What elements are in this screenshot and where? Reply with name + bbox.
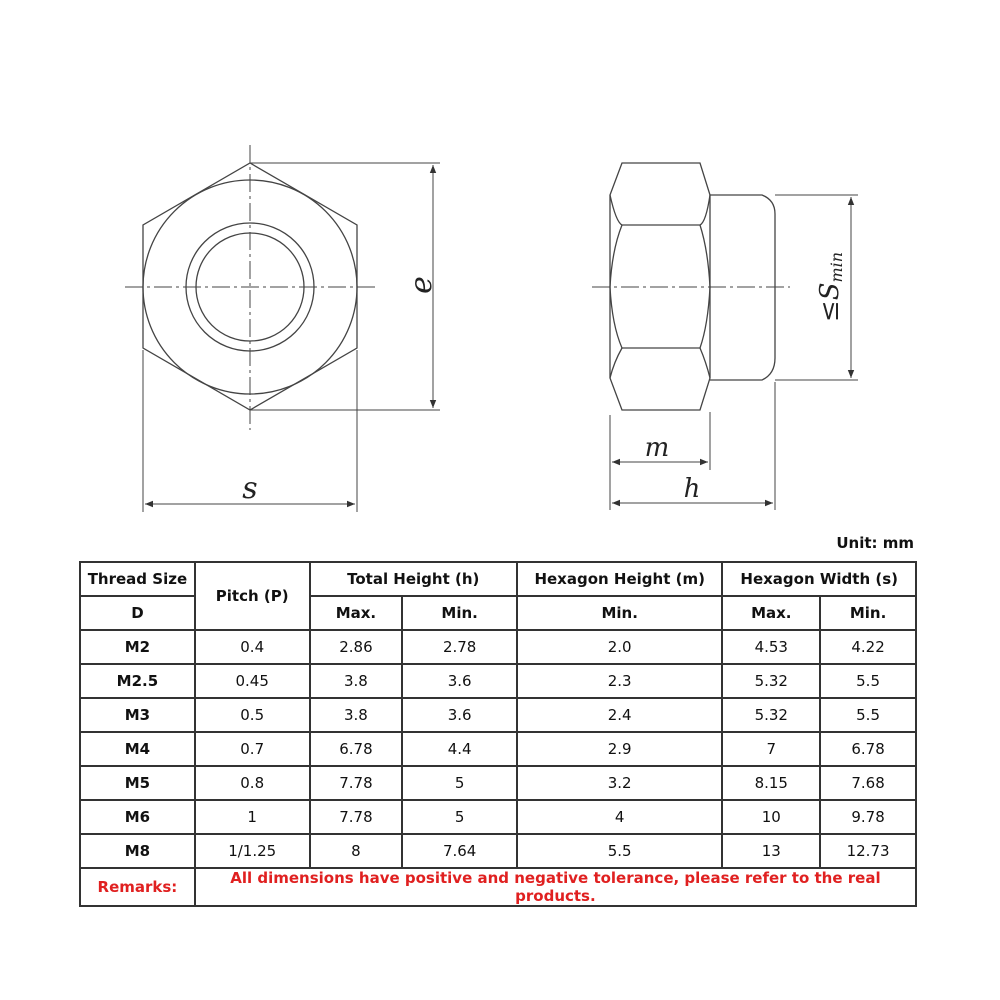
cell: 0.7 (195, 732, 310, 766)
cell: 10 (722, 800, 820, 834)
cell: 5.5 (517, 834, 722, 868)
header-total-min: Min. (402, 596, 517, 630)
cell: M2.5 (80, 664, 195, 698)
header-pitch: Pitch (P) (195, 562, 310, 630)
header-hexh-min: Min. (517, 596, 722, 630)
cell: 1/1.25 (195, 834, 310, 868)
cell: M3 (80, 698, 195, 732)
cell: 8 (310, 834, 403, 868)
header-hex-width: Hexagon Width (s) (722, 562, 916, 596)
table-row (80, 766, 916, 800)
cell: 0.5 (195, 698, 310, 732)
cell: 5.5 (820, 664, 916, 698)
remarks-label: Remarks: (80, 868, 195, 906)
cell: 8.15 (722, 766, 820, 800)
cell: 2.78 (402, 630, 517, 664)
table-row (80, 834, 916, 868)
header-hex-height: Hexagon Height (m) (517, 562, 722, 596)
cell: 0.45 (195, 664, 310, 698)
cell: 4 (517, 800, 722, 834)
cell: 12.73 (820, 834, 916, 868)
remarks-text: All dimensions have positive and negative tolerance, please refer to the real products. (195, 868, 916, 906)
cell: 4.22 (820, 630, 916, 664)
header-row-1 (80, 562, 916, 596)
cell: 3.8 (310, 664, 403, 698)
cell: 2.86 (310, 630, 403, 664)
cell: 3.6 (402, 664, 517, 698)
cell: M8 (80, 834, 195, 868)
cell: 6.78 (820, 732, 916, 766)
label-smin-main: ≤S (815, 282, 845, 323)
header-thread-size: Thread Size (80, 562, 195, 596)
remarks-row (80, 868, 916, 906)
label-smin-sub: min (827, 251, 846, 283)
table-row (80, 630, 916, 664)
table-row (80, 698, 916, 732)
header-d: D (80, 596, 195, 630)
cell: 13 (722, 834, 820, 868)
label-smin (815, 252, 846, 322)
cell: 5 (402, 800, 517, 834)
cell: 2.3 (517, 664, 722, 698)
cell: 5.32 (722, 698, 820, 732)
cell: 3.8 (310, 698, 403, 732)
header-hexw-max: Max. (722, 596, 820, 630)
cell: 3.6 (402, 698, 517, 732)
cell: 7.78 (310, 800, 403, 834)
cell: 3.2 (517, 766, 722, 800)
cell: 5.32 (722, 664, 820, 698)
label-h: h (683, 474, 701, 504)
header-total-max: Max. (310, 596, 403, 630)
label-m: m (644, 433, 670, 463)
header-total-height: Total Height (h) (310, 562, 517, 596)
cell: M6 (80, 800, 195, 834)
header-hexw-min: Min. (820, 596, 916, 630)
cell: 2.9 (517, 732, 722, 766)
table-row (80, 800, 916, 834)
cell: M5 (80, 766, 195, 800)
side-view (592, 163, 858, 510)
dimension-table (79, 561, 917, 907)
unit-label: Unit: mm (836, 534, 914, 552)
cell: 5.5 (820, 698, 916, 732)
cell: 7.78 (310, 766, 403, 800)
cell: 2.0 (517, 630, 722, 664)
label-s: s (242, 471, 258, 506)
cell: 6.78 (310, 732, 403, 766)
cell: 0.4 (195, 630, 310, 664)
cell: M2 (80, 630, 195, 664)
cell: 0.8 (195, 766, 310, 800)
cell: 7.64 (402, 834, 517, 868)
cell: 5 (402, 766, 517, 800)
cell: M4 (80, 732, 195, 766)
cell: 2.4 (517, 698, 722, 732)
cell: 1 (195, 800, 310, 834)
table-row (80, 664, 916, 698)
cell: 7.68 (820, 766, 916, 800)
cell: 7 (722, 732, 820, 766)
cell: 4.4 (402, 732, 517, 766)
label-e: e (404, 276, 439, 294)
cell: 9.78 (820, 800, 916, 834)
table-row (80, 732, 916, 766)
cell: 4.53 (722, 630, 820, 664)
front-view (125, 145, 440, 512)
